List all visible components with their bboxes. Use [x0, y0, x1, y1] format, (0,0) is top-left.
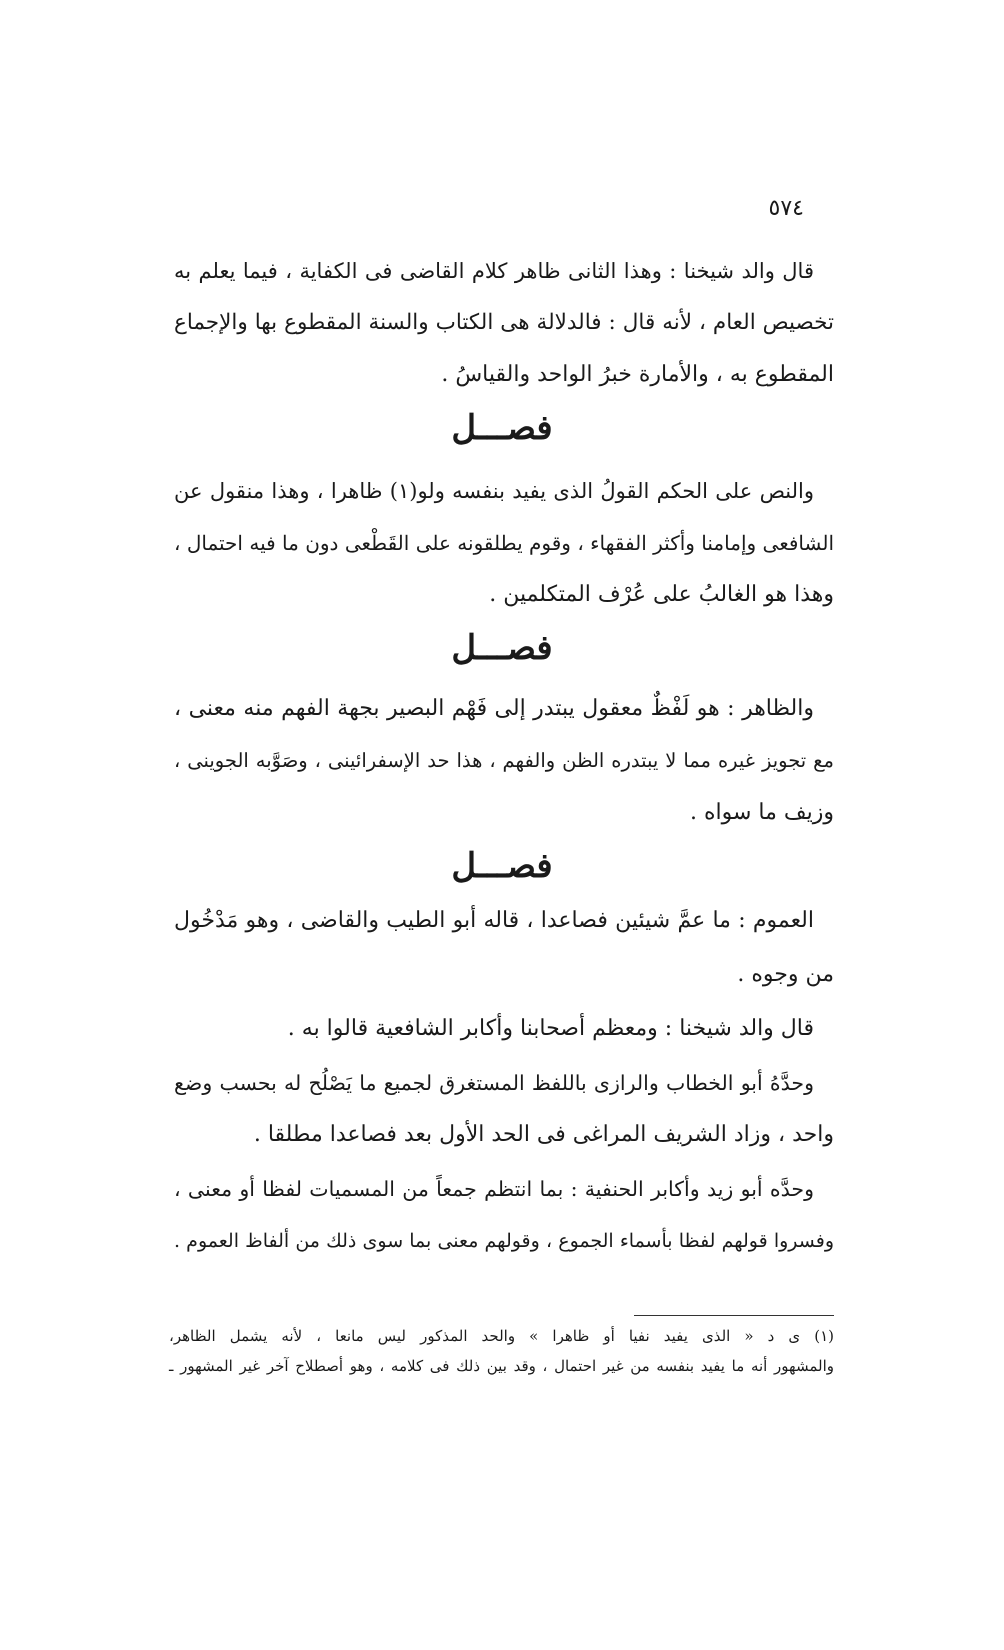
section-heading: فصـــل	[451, 846, 553, 886]
text-line: والظاهر : هو لَفْظٌ معقول يبتدر إلى فَهْم البصير بجهة الفهم منه معنى ،	[174, 696, 814, 721]
section-heading: فصـــل	[451, 628, 553, 668]
text-line: تخصيص العام ، لأنه قال : فالدلالة هى الكتاب والسنة المقطوع بها والإجماع	[174, 310, 834, 335]
text-line: وفسروا قولهم لفظا بأسماء الجموع ، وقولهم معنى بما سوى ذلك من ألفاظ العموم .	[174, 1230, 834, 1252]
text-line: واحد ، وزاد الشريف المراغى فى الحد الأول بعد فصاعدا مطلقا .	[253, 1122, 834, 1147]
text-line: الشافعى وإمامنا وأكثر الفقهاء ، وقوم يطلقونه على القَطْعى دون ما فيه احتمال ،	[174, 531, 834, 555]
text-line: وهذا هو الغالبُ على عُرْف المتكلمين .	[489, 582, 834, 607]
text-line: مع تجويز غيره مما لا يبتدره الظن والفهم ، هذا حد الإسفرائينى ، وصَوَّبه الجوينى ،	[174, 749, 834, 772]
text-line: والنص على الحكم القولُ الذى يفيد بنفسه ولو(١) ظاهرا ، وهذا منقول عن	[174, 479, 815, 503]
text-line: العموم : ما عمَّ شيئين فصاعدا ، قاله أبو الطيب والقاضى ، وهو مَدْخُول	[174, 908, 814, 933]
text-line: قال والد شيخنا : ومعظم أصحابنا وأكابر الشافعية قالوا به .	[287, 1016, 814, 1041]
section-heading: فصـــل	[451, 408, 553, 448]
footnote-line: (١) ى د « الذى يفيد نفيا أو ظاهرا » والحد المذكور ليس مانعا ، لأنه يشمل الظاهر،	[169, 1327, 834, 1345]
text-line: وحدَّهُ أبو الخطاب والرازى باللفظ المستغرق لجميع ما يَصْلُح له بحسب وضع	[174, 1071, 814, 1095]
text-line: وحدَّه أبو زيد وأكابر الحنفية : بما انتظم جمعاً من المسميات لفظا أو معنى ،	[174, 1177, 814, 1201]
page-number: ٥٧٤	[768, 196, 804, 221]
footnote-separator	[634, 1315, 834, 1316]
text-line: قال والد شيخنا : وهذا الثانى ظاهر كلام القاضى فى الكفاية ، فيما يعلم به	[174, 259, 814, 283]
footnote-line: والمشهور أنه ما يفيد بنفسه من غير احتمال ، وقد بين ذلك فى كلامه ، وهو أصطلاح آخر غير المشهور ـ	[169, 1357, 834, 1375]
text-line: المقطوع به ، والأمارة خبرُ الواحد والقياسُ .	[441, 362, 834, 387]
text-line: وزيف ما سواه .	[689, 800, 834, 825]
text-line: من وجوه .	[737, 962, 834, 987]
